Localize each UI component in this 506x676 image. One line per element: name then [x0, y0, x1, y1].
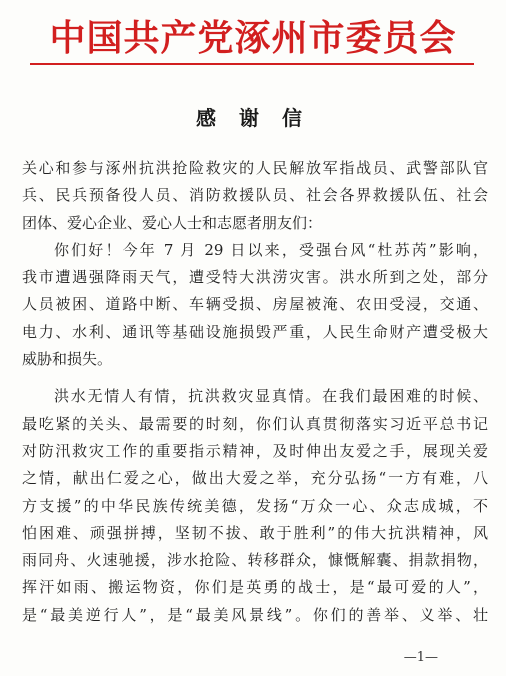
paragraph-gap: [22, 373, 488, 383]
body-line: 我市遭遇强降雨天气，遭受特大洪涝灾害。洪水所到之处，部分: [22, 268, 488, 287]
body-line: 团体、爱心企业、爱心人士和志愿者朋友们：: [22, 213, 323, 232]
body-line: 最吃紧的关头、最需要的时刻，你们认真贯彻落实习近平总书记: [22, 414, 488, 433]
body-line: 洪水无情人有情，抗洪救灾显真情。在我们最困难的时候、: [54, 387, 488, 406]
body-line: 你们好！今年 7 月 29 日以来，受强台风“杜苏芮”影响，: [54, 240, 488, 259]
body-line: 关心和参与涿州抗洪抢险救灾的人民解放军指战员、武警部队官: [22, 159, 488, 177]
body-line: 之情，献出仁爱之心，做出大爱之举，充分弘扬“一方有难，八: [22, 469, 488, 488]
org-letterhead: 中国共产党涿州市委员会: [49, 17, 457, 59]
body-line: 兵、民兵预备役人员、消防救援队员、社会各界救援队伍、社会: [22, 186, 488, 205]
page-number: —1—: [403, 650, 438, 665]
letterhead-red-rule: [30, 63, 474, 65]
body-line: 威胁和损失。: [22, 350, 113, 369]
body-line: 对防汛救灾工作的重要指示精神，及时伸出友爱之手，展现关爱: [22, 441, 488, 460]
document-title: 感 谢 信: [196, 106, 310, 130]
body-line: 是“最美逆行人”，是“最美风景线”。你们的善举、义举、壮: [22, 605, 488, 624]
body-line: 电力、水利、通讯等基础设施损毁严重，人民生命财产遭受极大: [22, 322, 488, 341]
body-line: 人员被困、道路中断、车辆受损、房屋被淹、农田受浸，交通、: [22, 295, 488, 314]
body-line: 怕困难、顽强拼搏，坚韧不拔、敢于胜利”的伟大抗洪精神，风: [22, 523, 488, 542]
letter-body: [22, 155, 488, 629]
body-line: 雨同舟、火速驰援，涉水抢险、转移群众，慷慨解囊、捐款捐物，: [22, 551, 488, 570]
body-line: 方支援”的中华民族传统美德，发扬“万众一心、众志成城，不: [22, 496, 488, 515]
body-line: 挥汗如雨、搬运物资，你们是英勇的战士，是“最可爱的人”，: [22, 578, 488, 597]
